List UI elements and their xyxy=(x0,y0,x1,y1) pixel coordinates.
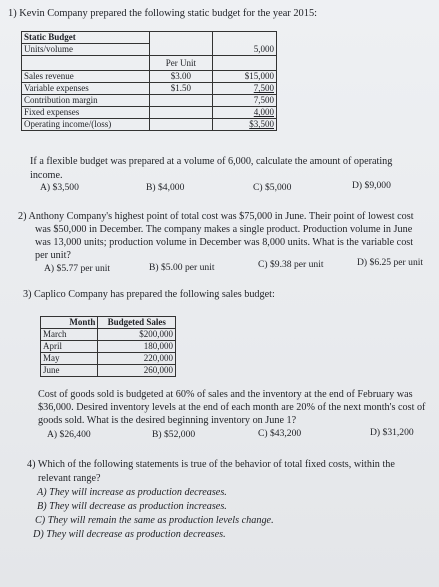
q2-line1: 2) Anthony Company's highest point of total cost was $75,000 in June. Their point of lowest cost xyxy=(18,211,414,222)
q4-line1: 4) Which of the following statements is true of the behavior of total fixed costs, within the xyxy=(27,459,395,470)
table-row xyxy=(22,95,277,107)
table-row xyxy=(41,329,176,341)
month-cell: May xyxy=(41,353,98,365)
month-cell: April xyxy=(41,341,98,353)
table-row xyxy=(22,71,277,83)
q4-option-d[interactable]: D) They will decrease as production decreases. xyxy=(33,529,226,540)
row-total: 7,500 xyxy=(213,95,277,107)
units-label: Units/volume xyxy=(22,44,150,56)
table-row xyxy=(41,365,176,377)
q3-option-c[interactable]: C) $43,200 xyxy=(258,428,302,439)
static-budget-table xyxy=(21,31,277,131)
q1-title: 1) Kevin Company prepared the following static budget for the year 2015: xyxy=(8,8,318,19)
q3-line2: $36,000. Desired inventory levels at the end of each month are 20% of the next month's cost of xyxy=(38,402,426,413)
q1-option-a[interactable]: A) $3,500 xyxy=(40,182,79,193)
q4-option-c[interactable]: C) They will remain the same as production levels change. xyxy=(35,515,274,526)
month-cell: March xyxy=(41,329,98,341)
sales-header: Budgeted Sales xyxy=(98,317,176,329)
row-per-unit: $1.50 xyxy=(149,83,213,95)
table-row xyxy=(22,56,277,71)
q3-title: 3) Caplico Company has prepared the following sales budget: xyxy=(23,289,275,300)
table-row xyxy=(22,119,277,131)
row-total: 4,000 xyxy=(213,107,277,119)
q2-line3: was 13,000 units; production volume in December was 8,000 units. What is the variable cost xyxy=(35,237,414,248)
q4-line2: relevant range? xyxy=(38,473,101,484)
q2-line4: per unit? xyxy=(35,250,71,261)
q3-option-a[interactable]: A) $26,400 xyxy=(47,429,91,440)
table-row xyxy=(41,317,176,329)
month-header: Month xyxy=(41,317,98,329)
row-label: Contribution margin xyxy=(22,95,150,107)
q2-option-b[interactable]: B) $5.00 per unit xyxy=(149,262,215,273)
row-label: Variable expenses xyxy=(22,83,150,95)
q2-line2: was $50,000 in December. The company makes a single product. Production volume in June xyxy=(35,224,413,235)
q3-line1: Cost of goods sold is budgeted at 60% of sales and the inventory at the end of February was xyxy=(38,389,413,400)
sales-cell: $200,000 xyxy=(98,329,176,341)
sales-cell: 180,000 xyxy=(98,341,176,353)
table-row xyxy=(22,44,277,56)
sales-cell: 220,000 xyxy=(98,353,176,365)
table-row xyxy=(22,83,277,95)
q1-question-line2: income. xyxy=(30,170,63,181)
sales-budget-table xyxy=(40,316,176,377)
q3-option-b[interactable]: B) $52,000 xyxy=(152,429,196,440)
static-budget-header: Static Budget xyxy=(22,32,150,44)
row-per-unit: $3.00 xyxy=(149,71,213,83)
q4-option-b[interactable]: B) They will decrease as production increases. xyxy=(37,501,227,512)
table-row xyxy=(41,353,176,365)
q2-option-d[interactable]: D) $6.25 per unit xyxy=(357,257,424,268)
table-row xyxy=(22,32,277,44)
q4-option-a[interactable]: A) They will increase as production decreases. xyxy=(37,487,227,498)
q1-option-c[interactable]: C) $5,000 xyxy=(253,182,292,193)
table-row xyxy=(22,107,277,119)
row-label: Sales revenue xyxy=(22,71,150,83)
q1-question-line1: If a flexible budget was prepared at a volume of 6,000, calculate the amount of operating xyxy=(30,156,393,167)
month-cell: June xyxy=(41,365,98,377)
q1-option-d[interactable]: D) $9,000 xyxy=(352,180,391,191)
sales-cell: 260,000 xyxy=(98,365,176,377)
table-row xyxy=(41,341,176,353)
units-value: 5,000 xyxy=(213,44,277,56)
row-per-unit xyxy=(149,107,213,119)
q2-option-c[interactable]: C) $9.38 per unit xyxy=(258,259,324,270)
row-per-unit xyxy=(149,119,213,131)
row-per-unit xyxy=(149,95,213,107)
row-label: Operating income/(loss) xyxy=(22,119,150,131)
per-unit-header: Per Unit xyxy=(149,56,213,71)
row-label: Fixed expenses xyxy=(22,107,150,119)
row-total: 7,500 xyxy=(213,83,277,95)
q3-option-d[interactable]: D) $31,200 xyxy=(370,427,414,438)
row-total: $3,500 xyxy=(213,119,277,131)
row-total: $15,000 xyxy=(213,71,277,83)
q3-line3: goods sold. What is the desired beginning inventory on June 1? xyxy=(38,415,297,426)
q1-option-b[interactable]: B) $4,000 xyxy=(146,182,185,193)
q2-option-a[interactable]: A) $5.77 per unit xyxy=(44,263,111,274)
